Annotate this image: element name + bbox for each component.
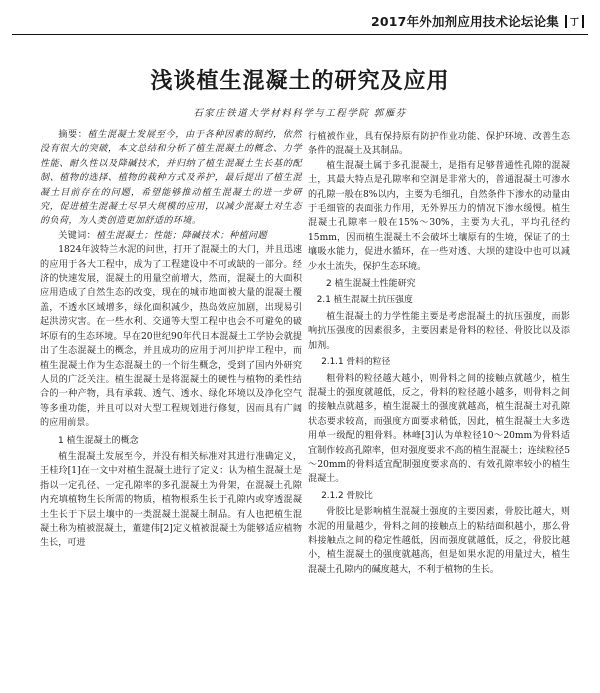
- left-column: [40, 128, 302, 551]
- header-bar-left: [565, 15, 567, 28]
- continued-paragraph: 行植被作业，具有保持原有防护作业功能、保护环境、改善生态条件的混凝土及其制品。: [308, 132, 570, 157]
- section-2-1-2-heading: 2.1.2 骨胶比: [321, 490, 373, 501]
- section-1-paragraph: 植生混凝土发展至今，并没有相关标准对其进行准确定义，王桂玲[1]在一文中对植生混凝土进行了定义：认为植生混凝土是指以一定孔径、一定孔隙率的多孔混凝土为骨架，在混凝土孔隙内充填植物生长所需的物质，植物根系生长于孔隙内或穿透混凝土生长于下层土壤中的一类混凝土混凝土制品。有人也把植生混凝土称为植被混凝土，董建伟[2]定义植被混凝土为能够适应植物生长，可进: [40, 451, 302, 549]
- abstract-text: 植生混凝土发展至今，由于各种因素的制约，依然没有很大的突破，本文总结和分析了植生混凝土的概念、力学性能、耐久性以及降碱技术，并归纳了植生混凝土生长基的配制、植物的选择、植物的栽种方式及养护，最后提出了植生混凝土目前存在的问题，希望能够推动植生混凝土的进一步研究，促进植生混凝土尽早大规模的应用，以减少混凝土对生态的负荷，为人类创造更加舒适的环境。: [40, 130, 302, 227]
- right-column: [308, 130, 570, 577]
- abstract: [40, 128, 302, 229]
- journal-title: 2017年外加剂应用技术论坛论集: [370, 14, 559, 29]
- section-2-heading: 2 植生混凝土性能研究: [326, 279, 416, 290]
- section-2-1-1-heading: 2.1.1 骨料的粒径: [321, 357, 391, 368]
- section-1-heading: 1 植生混凝土的概念: [58, 435, 139, 446]
- intro-paragraph: 1824年波特兰水泥的问世，打开了混凝土的大门，并且迅速的应用于各大工程中，成为了工程建设中不可或缺的一部分。经济的快速发展，混凝土的用量空前增大，然而，混凝土的大面积应用造成了自然生态的改变，现在的城市地面被大量的混凝土覆盖，不透水区域增多，绿化面积减少，热岛效应加剧，出现易引起洪涝灾害。在一些水利、交通等大型工程中也会不可避免的破坏原有的生态环境。早在20世纪90年代日本混凝土工学协会就提出了生态混凝土的概念，并且成功的应用于河川护岸工程中，而植生混凝土作为生态混凝土的一个衍生概念，受到了国内外研究人员的广泛关注。植生混凝土是将混凝土的硬性与植物的柔性结合的一种产物，具有承载、透气、透水、绿化环境以及净化空气等多重功能，并且可以对大型工程规划进行修复，因而具有广阔的应用前景。: [40, 245, 302, 429]
- keywords-text: 植生混凝土；性能；降碱技术；种植问题: [96, 230, 268, 241]
- paper-title: 浅谈植生混凝土的研究及应用: [150, 69, 450, 94]
- section-2-1-paragraph: 植生混凝土的力学性能主要是考虑混凝土的抗压强度，而影响抗压强度的因素很多，主要因素是骨料的粒径、骨胶比以及添加剂。: [308, 311, 570, 351]
- page-mark: [565, 15, 584, 28]
- keywords-label: 关键词：: [58, 230, 97, 241]
- section-2-1-2-paragraph: 骨胶比是影响植生混凝土强度的主要因素，骨胶比越大，则水泥的用量越少，骨料之间的接触点上的粘结面积越小，那么骨料接触点之间的稳定性越低，因而强度就越低，反之，骨胶比越小，植生混凝土的强度就越高，但是如果水泥的用量过大，植生混凝土孔隙内的碱度越大，不利于植物的生长。: [308, 507, 570, 575]
- section-2-1-1-paragraph: 粗骨料的粒径越大越小，则骨料之间的接触点就越少，植生混凝土的强度就越低，反之，骨料的粒径越小越多，则骨料之间的接触点就越多，植生混凝土的强度就越高，植生混凝土对孔隙状态要求较高，而强度方面要求稍低，因此，植生混凝土大多选用单一级配的粗骨料。林峰[3]认为单粒径10～20mm为骨料适宜制作较高孔隙率，但对强度要求不高的植生混凝土；连续粒径5～20mm的骨料适宜配制强度要求高的、有效孔隙率较小的植生混凝土。: [308, 373, 570, 485]
- header-bar-right: [582, 15, 584, 28]
- section-2-1-heading: 2.1 植生混凝土抗压强度: [316, 295, 413, 306]
- abstract-label: 摘要：: [58, 130, 88, 140]
- header-rule: [12, 34, 588, 35]
- page-mark-glyph: 丁: [569, 17, 579, 28]
- keywords: [40, 229, 302, 243]
- author-affiliation: 石家庄铁道大学材料科学与工程学院 郭雁芬: [193, 108, 407, 119]
- running-header: [371, 10, 584, 32]
- porous-concrete-paragraph: 植生混凝土属于多孔混凝土，是指有足够普通性孔隙的混凝土，其最大特点是孔隙率和空洞是非常大的，普通混凝土可渗水的孔隙一般在8%以内，主要为毛细孔，自然条件下渗水的动量由于毛细管的表面张力作用，无外界压力的情况下渗水缓慢。植生混凝土孔隙率一般在15%～30%，主要为大孔，平均孔径约15mm，因而植生混凝土不会破坏土壤原有的生境，保证了的土壤吸水能力，促进水循环，在一些对透、大坝的建设中也可以减少水土流失，保护生态环境。: [308, 160, 570, 272]
